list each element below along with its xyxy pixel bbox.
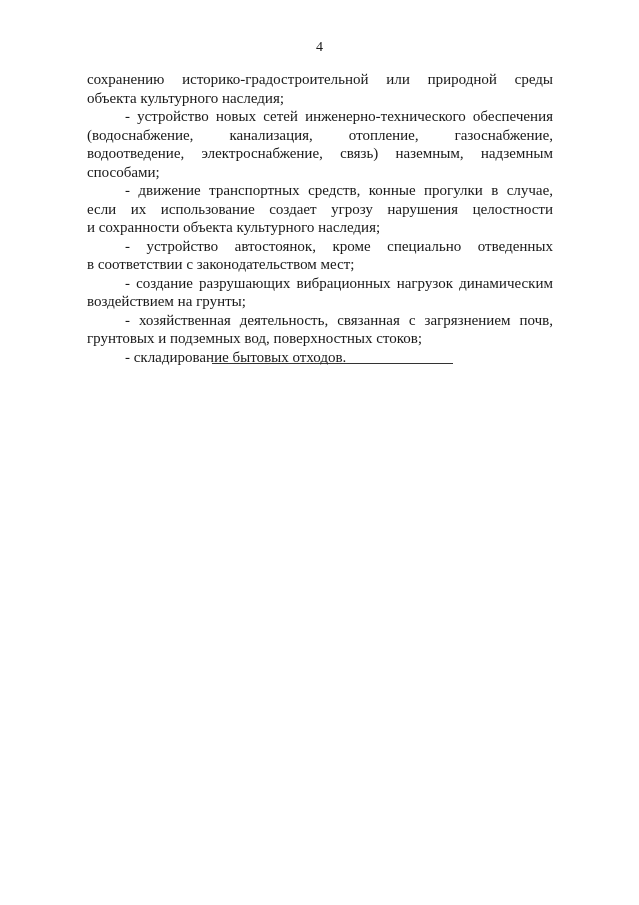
text-line: - устройство автостоянок, кроме специально отведенных [125, 238, 553, 255]
text-line: - складирование бытовых отходов. [125, 349, 347, 366]
list-item-economic-activity [87, 312, 553, 349]
text-line: - хозяйственная деятельность, связанная с загрязнением почв, [125, 312, 553, 329]
text-line: (водоснабжение, канализация, отопление, газоснабжение, [87, 127, 553, 144]
list-item-vibration-loads [87, 275, 553, 312]
end-separator-line [212, 363, 453, 364]
text-line: способами; [87, 164, 160, 181]
text-line: и сохранности объекта культурного наследия; [87, 220, 381, 236]
list-item-engineering-networks [87, 108, 553, 182]
text-line: сохранению историко-градостроительной или природной среды [87, 72, 553, 88]
list-item-waste-storage [87, 349, 553, 368]
page-number: 4 [316, 40, 323, 55]
text-line: воздействием на грунты; [87, 294, 246, 310]
text-line: - создание разрушающих вибрационных нагрузок динамическим [125, 275, 553, 292]
text-line: - устройство новых сетей инженерно-технического обеспечения [125, 109, 553, 125]
text-line: - движение транспортных средств, конные прогулки в случае, [125, 183, 553, 199]
list-item-vehicle-traffic [87, 182, 553, 238]
list-item-parking [87, 238, 553, 275]
text-line: грунтовых и подземных вод, поверхностных стоков; [87, 331, 422, 347]
text-line: в соответствии с законодательством мест; [87, 257, 355, 273]
text-line: водоотведение, электроснабжение, связь) наземным, надземным [87, 146, 553, 162]
text-line: объекта культурного наследия; [87, 90, 285, 107]
document-body [87, 71, 553, 367]
text-line: если их использование создает угрозу нарушения целостности [87, 201, 553, 218]
paragraph-continuation [87, 71, 553, 108]
